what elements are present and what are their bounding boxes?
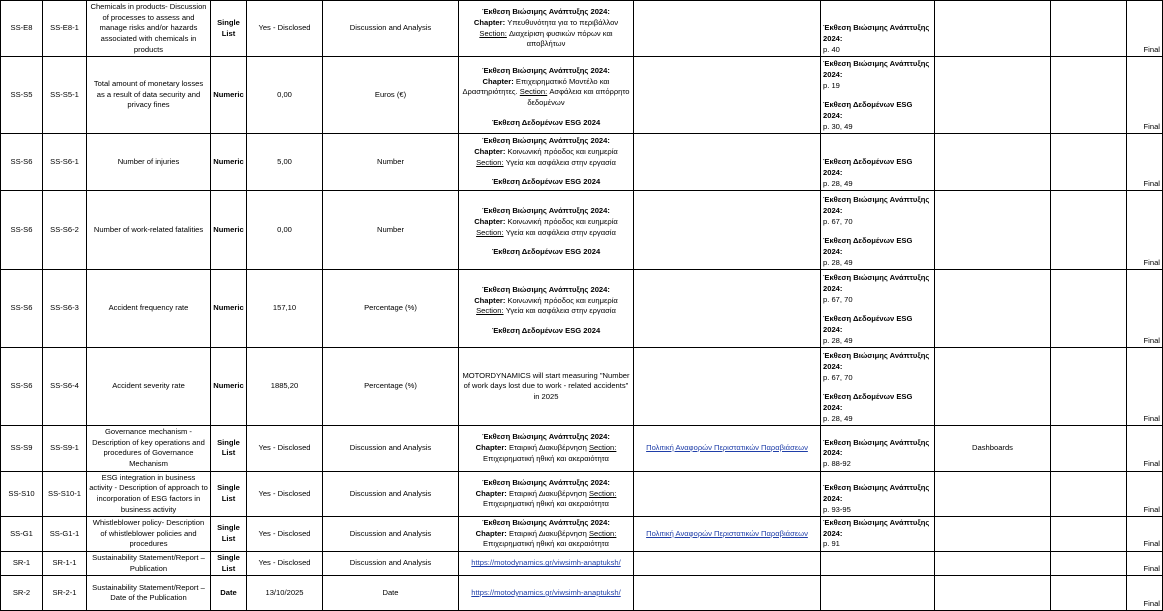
empty-cell bbox=[1051, 134, 1127, 191]
spacer bbox=[461, 109, 631, 118]
table-row bbox=[1, 270, 1163, 348]
table-row bbox=[1, 134, 1163, 191]
empty-cell bbox=[1051, 57, 1127, 134]
indicator-id-cell: SS-S6-4 bbox=[43, 348, 87, 426]
report-title: Έκθεση Βιώσιμης Ανάπτυξης 2024: bbox=[482, 284, 610, 294]
table-row bbox=[1, 552, 1163, 576]
empty-cell bbox=[1051, 517, 1127, 552]
table-row bbox=[1, 517, 1163, 552]
section-text: Υγεία και ασφάλεια στην εργασία bbox=[505, 157, 616, 167]
data-ref-title: Έκθεση Δεδομένων ESG 2024: bbox=[823, 314, 913, 334]
page-reference-cell bbox=[821, 517, 935, 552]
value-cell: 13/10/2025 bbox=[247, 576, 323, 611]
indicator-id-cell: SS-S6-1 bbox=[43, 134, 87, 191]
table-row bbox=[1, 191, 1163, 270]
reference-block bbox=[461, 478, 631, 510]
table-row bbox=[1, 426, 1163, 472]
chapter-line bbox=[461, 77, 631, 109]
indicator-code-cell: SS-S6 bbox=[1, 134, 43, 191]
status-cell: Final bbox=[1127, 57, 1163, 134]
chapter-line bbox=[461, 443, 631, 464]
indicator-description-cell: Whistleblower policy- Description of whistleblower policies and procedures bbox=[87, 517, 211, 552]
chapter-label: Chapter: bbox=[482, 76, 514, 86]
chapter-label: Chapter: bbox=[474, 217, 506, 226]
report-url-link[interactable]: https://motodynamics.gr/viwsimh-anaptuksh/ bbox=[471, 587, 621, 597]
indicator-code-cell: SR-2 bbox=[1, 576, 43, 611]
data-ref-title: Έκθεση Δεδομένων ESG 2024: bbox=[823, 392, 913, 412]
page-ref-title: Έκθεση Βιώσιμης Ανάπτυξης 2024: bbox=[823, 273, 930, 293]
empty-cell bbox=[1051, 552, 1127, 576]
indicator-code-cell: SS-S6 bbox=[1, 270, 43, 348]
page-reference-cell bbox=[821, 471, 935, 517]
status-cell: Final bbox=[1127, 348, 1163, 426]
status-cell: Final bbox=[1127, 552, 1163, 576]
chapter-line bbox=[461, 217, 631, 238]
table-row bbox=[1, 471, 1163, 517]
chapter-label: Chapter: bbox=[474, 295, 506, 305]
empty-cell bbox=[1051, 471, 1127, 517]
policy-link-cell bbox=[634, 517, 821, 552]
page-ref-pages: p. 40 bbox=[823, 44, 840, 54]
report-reference-cell bbox=[459, 1, 634, 57]
data-type-cell: Date bbox=[211, 576, 247, 611]
status-cell: Final bbox=[1127, 270, 1163, 348]
indicator-id-cell: SR-2-1 bbox=[43, 576, 87, 611]
unit-cell: Discussion and Analysis bbox=[323, 1, 459, 57]
chapter-text: Εταιρική Διακυβέρνηση bbox=[508, 488, 587, 498]
indicator-id-cell: SS-S5-1 bbox=[43, 57, 87, 134]
empty-cell bbox=[1051, 426, 1127, 472]
data-ref-pages: p. 28, 49 bbox=[823, 413, 853, 423]
page-ref-pages: p. 19 bbox=[823, 80, 840, 90]
policy-link-cell bbox=[634, 552, 821, 576]
indicator-description-cell: ESG integration in business activity - Description of approach to incorporation of ESG factors in business activity bbox=[87, 471, 211, 517]
data-type-cell: Single List bbox=[211, 471, 247, 517]
data-type-cell: Numeric bbox=[211, 348, 247, 426]
report-reference-cell bbox=[459, 552, 634, 576]
policy-link-cell bbox=[634, 134, 821, 191]
extra-cell bbox=[935, 270, 1051, 348]
page-ref-pages: p. 93-95 bbox=[823, 504, 851, 514]
empty-cell bbox=[1051, 270, 1127, 348]
policy-link[interactable]: Πολιτική Αναφορών Περιστατικών Παραβιάσεων bbox=[646, 528, 808, 538]
policy-link-cell bbox=[634, 270, 821, 348]
section-label: Section: bbox=[476, 306, 504, 316]
policy-link-cell bbox=[634, 426, 821, 472]
reference-note: MOTORDYNAMICS will start measuring "Number of work days lost due to work - related accidents" in 2025 bbox=[462, 370, 630, 401]
spacer bbox=[823, 383, 932, 392]
spacer bbox=[461, 317, 631, 326]
table-row bbox=[1, 57, 1163, 134]
reference-block bbox=[461, 281, 631, 337]
chapter-text: Υπευθυνότητα για το περιβάλλον bbox=[507, 17, 619, 27]
unit-cell: Discussion and Analysis bbox=[323, 471, 459, 517]
chapter-text: Εταιρική Διακυβέρνηση bbox=[508, 528, 587, 538]
data-ref-pages: p. 28, 49 bbox=[823, 257, 853, 267]
indicator-code-cell: SS-S5 bbox=[1, 57, 43, 134]
page-reference-cell bbox=[821, 134, 935, 191]
value-cell: Yes - Disclosed bbox=[247, 1, 323, 57]
unit-cell: Discussion and Analysis bbox=[323, 552, 459, 576]
report-reference-cell bbox=[459, 426, 634, 472]
indicator-description-cell: Accident severity rate bbox=[87, 348, 211, 426]
chapter-line bbox=[461, 18, 631, 50]
section-text: Επιχειρηματική ηθική και ακεραιότητα bbox=[483, 499, 609, 509]
policy-link[interactable]: Πολιτική Αναφορών Περιστατικών Παραβιάσεων bbox=[646, 443, 808, 453]
page-reference-cell bbox=[821, 1, 935, 57]
chapter-line bbox=[461, 296, 631, 317]
page-ref-pages: p. 67, 70 bbox=[823, 372, 853, 382]
section-label: Section: bbox=[476, 227, 504, 237]
status-cell: Final bbox=[1127, 134, 1163, 191]
indicator-code-cell: SS-E8 bbox=[1, 1, 43, 57]
status-cell: Final bbox=[1127, 426, 1163, 472]
indicator-id-cell: SS-S6-2 bbox=[43, 191, 87, 270]
page-ref-title: Έκθεση Βιώσιμης Ανάπτυξης 2024: bbox=[823, 59, 930, 79]
section-text: Επιχειρηματική ηθική και ακεραιότητα bbox=[483, 453, 609, 463]
page-ref-pages: p. 67, 70 bbox=[823, 294, 853, 304]
unit-cell: Number bbox=[323, 134, 459, 191]
page-reference-cell bbox=[821, 270, 935, 348]
page-ref-pages: p. 67, 70 bbox=[823, 216, 853, 226]
reference-block bbox=[461, 202, 631, 258]
section-text: Επιχειρηματική ηθική και ακεραιότητα bbox=[483, 539, 609, 549]
data-type-cell: Numeric bbox=[211, 134, 247, 191]
status-cell: Final bbox=[1127, 471, 1163, 517]
page-ref-title: Έκθεση Βιώσιμης Ανάπτυξης 2024: bbox=[823, 23, 930, 43]
section-label: Section: bbox=[588, 488, 617, 498]
value-cell: Yes - Disclosed bbox=[247, 517, 323, 552]
value-cell: 157,10 bbox=[247, 270, 323, 348]
report-url-link[interactable]: https://motodynamics.gr/viwsimh-anaptuksh/ bbox=[471, 558, 621, 568]
indicator-id-cell: SS-S6-3 bbox=[43, 270, 87, 348]
chapter-label: Chapter: bbox=[475, 443, 507, 453]
data-type-cell: Single List bbox=[211, 1, 247, 57]
indicator-description-cell: Number of work-related fatalities bbox=[87, 191, 211, 270]
indicator-description-cell: Sustainability Statement/Report – Date of the Publication bbox=[87, 576, 211, 611]
reference-block bbox=[461, 518, 631, 550]
report-reference-cell bbox=[459, 270, 634, 348]
spacer bbox=[461, 168, 631, 177]
report-title: Έκθεση Βιώσιμης Ανάπτυξης 2024: bbox=[482, 136, 610, 146]
data-type-cell: Single List bbox=[211, 517, 247, 552]
table-row bbox=[1, 1, 1163, 57]
chapter-label: Chapter: bbox=[475, 528, 507, 538]
dashboards-label: Dashboards bbox=[972, 443, 1013, 453]
data-ref-pages: p. 30, 49 bbox=[823, 121, 853, 131]
chapter-line bbox=[461, 147, 631, 168]
chapter-text: Κοινωνική πρόοδος και ευημερία bbox=[507, 217, 618, 226]
chapter-text: Κοινωνική πρόοδος και ευημερία bbox=[507, 295, 618, 305]
data-type-cell: Single List bbox=[211, 552, 247, 576]
extra-cell bbox=[935, 348, 1051, 426]
indicator-description-cell: Sustainability Statement/Report – Publication bbox=[87, 552, 211, 576]
spacer bbox=[461, 238, 631, 247]
report-title: Έκθεση Βιώσιμης Ανάπτυξης 2024: bbox=[482, 518, 610, 528]
data-report-title: Έκθεση Δεδομένων ESG 2024 bbox=[491, 117, 601, 127]
section-text: Ασφάλεια και απόρρητο δεδομένων bbox=[527, 87, 630, 107]
page-ref-title: Έκθεση Βιώσιμης Ανάπτυξης 2024: bbox=[823, 483, 930, 503]
table-row bbox=[1, 348, 1163, 426]
indicator-code-cell: SS-S6 bbox=[1, 348, 43, 426]
data-ref-title: Έκθεση Δεδομένων ESG 2024: bbox=[823, 236, 913, 256]
empty-cell bbox=[1051, 1, 1127, 57]
indicator-code-cell: SS-S6 bbox=[1, 191, 43, 270]
value-cell: 5,00 bbox=[247, 134, 323, 191]
report-title: Έκθεση Βιώσιμης Ανάπτυξης 2024: bbox=[482, 7, 610, 17]
report-title: Έκθεση Βιώσιμης Ανάπτυξης 2024: bbox=[482, 66, 610, 76]
value-cell: 0,00 bbox=[247, 57, 323, 134]
status-cell: Final bbox=[1127, 1, 1163, 57]
chapter-text: Επιχειρηματικό Μοντέλο και Δραστηριότητες. bbox=[462, 76, 610, 97]
spacer bbox=[823, 305, 932, 314]
report-title: Έκθεση Βιώσιμης Ανάπτυξης 2024: bbox=[482, 432, 610, 442]
unit-cell: Date bbox=[323, 576, 459, 611]
table-row bbox=[1, 576, 1163, 611]
extra-cell bbox=[935, 426, 1051, 472]
indicator-description-cell: Accident frequency rate bbox=[87, 270, 211, 348]
section-text: Υγεία και ασφάλεια στην εργασία bbox=[505, 227, 616, 237]
section-label: Section: bbox=[476, 157, 504, 167]
section-text: Διαχείριση φυσικών πόρων και αποβλήτων bbox=[508, 28, 613, 49]
indicator-code-cell: SS-S9 bbox=[1, 426, 43, 472]
section-label: Section: bbox=[519, 87, 548, 97]
page-reference-cell bbox=[821, 426, 935, 472]
indicator-description-cell: Governance mechanism - Description of key operations and procedures of Governance Mechanism bbox=[87, 426, 211, 472]
reference-block bbox=[461, 62, 631, 128]
page-reference-cell bbox=[821, 348, 935, 426]
chapter-label: Chapter: bbox=[474, 147, 506, 156]
status-cell: Final bbox=[1127, 576, 1163, 611]
data-type-cell: Numeric bbox=[211, 57, 247, 134]
extra-cell bbox=[935, 134, 1051, 191]
empty-cell bbox=[1051, 348, 1127, 426]
value-cell: Yes - Disclosed bbox=[247, 471, 323, 517]
status-cell: Final bbox=[1127, 517, 1163, 552]
indicator-code-cell: SS-G1 bbox=[1, 517, 43, 552]
data-report-title: Έκθεση Δεδομένων ESG 2024 bbox=[491, 325, 601, 335]
policy-link-cell bbox=[634, 1, 821, 57]
extra-cell bbox=[935, 576, 1051, 611]
report-title: Έκθεση Βιώσιμης Ανάπτυξης 2024: bbox=[482, 477, 610, 487]
unit-cell: Percentage (%) bbox=[323, 348, 459, 426]
indicator-id-cell: SS-E8-1 bbox=[43, 1, 87, 57]
status-cell: Final bbox=[1127, 191, 1163, 270]
data-report-title: Έκθεση Δεδομένων ESG 2024 bbox=[491, 177, 601, 187]
section-label: Section: bbox=[479, 28, 507, 38]
data-type-cell: Single List bbox=[211, 426, 247, 472]
value-cell: Yes - Disclosed bbox=[247, 552, 323, 576]
policy-link-cell bbox=[634, 57, 821, 134]
data-type-cell: Numeric bbox=[211, 191, 247, 270]
chapter-text: Εταιρική Διακυβέρνηση bbox=[508, 443, 587, 453]
page-reference-cell bbox=[821, 552, 935, 576]
policy-link-cell bbox=[634, 576, 821, 611]
policy-link-cell bbox=[634, 348, 821, 426]
value-cell: 0,00 bbox=[247, 191, 323, 270]
section-label: Section: bbox=[588, 528, 617, 538]
page-reference-cell bbox=[821, 191, 935, 270]
policy-link-cell bbox=[634, 471, 821, 517]
data-type-cell: Numeric bbox=[211, 270, 247, 348]
chapter-text: Κοινωνική πρόοδος και ευημερία bbox=[507, 147, 618, 156]
policy-link-cell bbox=[634, 191, 821, 270]
empty-cell bbox=[1051, 191, 1127, 270]
reference-block bbox=[461, 7, 631, 50]
unit-cell: Discussion and Analysis bbox=[323, 517, 459, 552]
reference-block bbox=[461, 136, 631, 188]
page-ref-title: Έκθεση Βιώσιμης Ανάπτυξης 2024: bbox=[823, 195, 930, 215]
page-reference-cell bbox=[821, 576, 935, 611]
page-ref-title: Έκθεση Βιώσιμης Ανάπτυξης 2024: bbox=[823, 518, 930, 538]
extra-cell bbox=[935, 1, 1051, 57]
value-cell: 1885,20 bbox=[247, 348, 323, 426]
spacer bbox=[823, 91, 932, 100]
indicator-id-cell: SS-G1-1 bbox=[43, 517, 87, 552]
report-title: Έκθεση Βιώσιμης Ανάπτυξης 2024: bbox=[482, 206, 610, 216]
chapter-line bbox=[461, 489, 631, 510]
report-reference-cell bbox=[459, 134, 634, 191]
spacer bbox=[823, 227, 932, 236]
extra-cell bbox=[935, 552, 1051, 576]
data-ref-title: Έκθεση Δεδομένων ESG 2024: bbox=[823, 100, 913, 120]
indicator-code-cell: SS-S10 bbox=[1, 471, 43, 517]
data-ref-title: Έκθεση Δεδομένων ESG 2024: bbox=[823, 157, 913, 177]
chapter-label: Chapter: bbox=[473, 17, 506, 27]
extra-cell bbox=[935, 517, 1051, 552]
report-reference-cell bbox=[459, 471, 634, 517]
chapter-line bbox=[461, 529, 631, 550]
indicator-id-cell: SS-S10-1 bbox=[43, 471, 87, 517]
report-reference-cell bbox=[459, 576, 634, 611]
indicator-description-cell: Chemicals in products- Discussion of processes to assess and manage risks and/or hazards associated with chemicals in products bbox=[87, 1, 211, 57]
data-report-title: Έκθεση Δεδομένων ESG 2024 bbox=[491, 247, 601, 257]
unit-cell: Number bbox=[323, 191, 459, 270]
page-ref-pages: p. 88-92 bbox=[823, 459, 851, 468]
value-cell: Yes - Disclosed bbox=[247, 426, 323, 472]
extra-cell bbox=[935, 57, 1051, 134]
unit-cell: Euros (€) bbox=[323, 57, 459, 134]
page-ref-title: Έκθεση Βιώσιμης Ανάπτυξης 2024: bbox=[823, 351, 930, 371]
report-reference-cell bbox=[459, 57, 634, 134]
section-text: Υγεία και ασφάλεια στην εργασία bbox=[505, 306, 616, 316]
indicator-id-cell: SS-S9-1 bbox=[43, 426, 87, 472]
extra-cell bbox=[935, 471, 1051, 517]
unit-cell: Percentage (%) bbox=[323, 270, 459, 348]
unit-cell: Discussion and Analysis bbox=[323, 426, 459, 472]
extra-cell bbox=[935, 191, 1051, 270]
indicator-description-cell: Number of injuries bbox=[87, 134, 211, 191]
indicator-code-cell: SR-1 bbox=[1, 552, 43, 576]
page-ref-pages: p. 91 bbox=[823, 539, 840, 549]
report-reference-cell bbox=[459, 517, 634, 552]
data-ref-pages: p. 28, 49 bbox=[823, 335, 853, 345]
reference-block bbox=[461, 432, 631, 464]
page-ref-title: Έκθεση Βιώσιμης Ανάπτυξης 2024: bbox=[823, 437, 930, 458]
report-reference-cell bbox=[459, 191, 634, 270]
section-label: Section: bbox=[588, 443, 617, 453]
report-reference-cell bbox=[459, 348, 634, 426]
page-reference-cell bbox=[821, 57, 935, 134]
chapter-label: Chapter: bbox=[475, 488, 507, 498]
data-ref-pages: p. 28, 49 bbox=[823, 178, 853, 188]
indicator-id-cell: SR-1-1 bbox=[43, 552, 87, 576]
indicator-description-cell: Total amount of monetary losses as a result of data security and privacy fines bbox=[87, 57, 211, 134]
empty-cell bbox=[1051, 576, 1127, 611]
